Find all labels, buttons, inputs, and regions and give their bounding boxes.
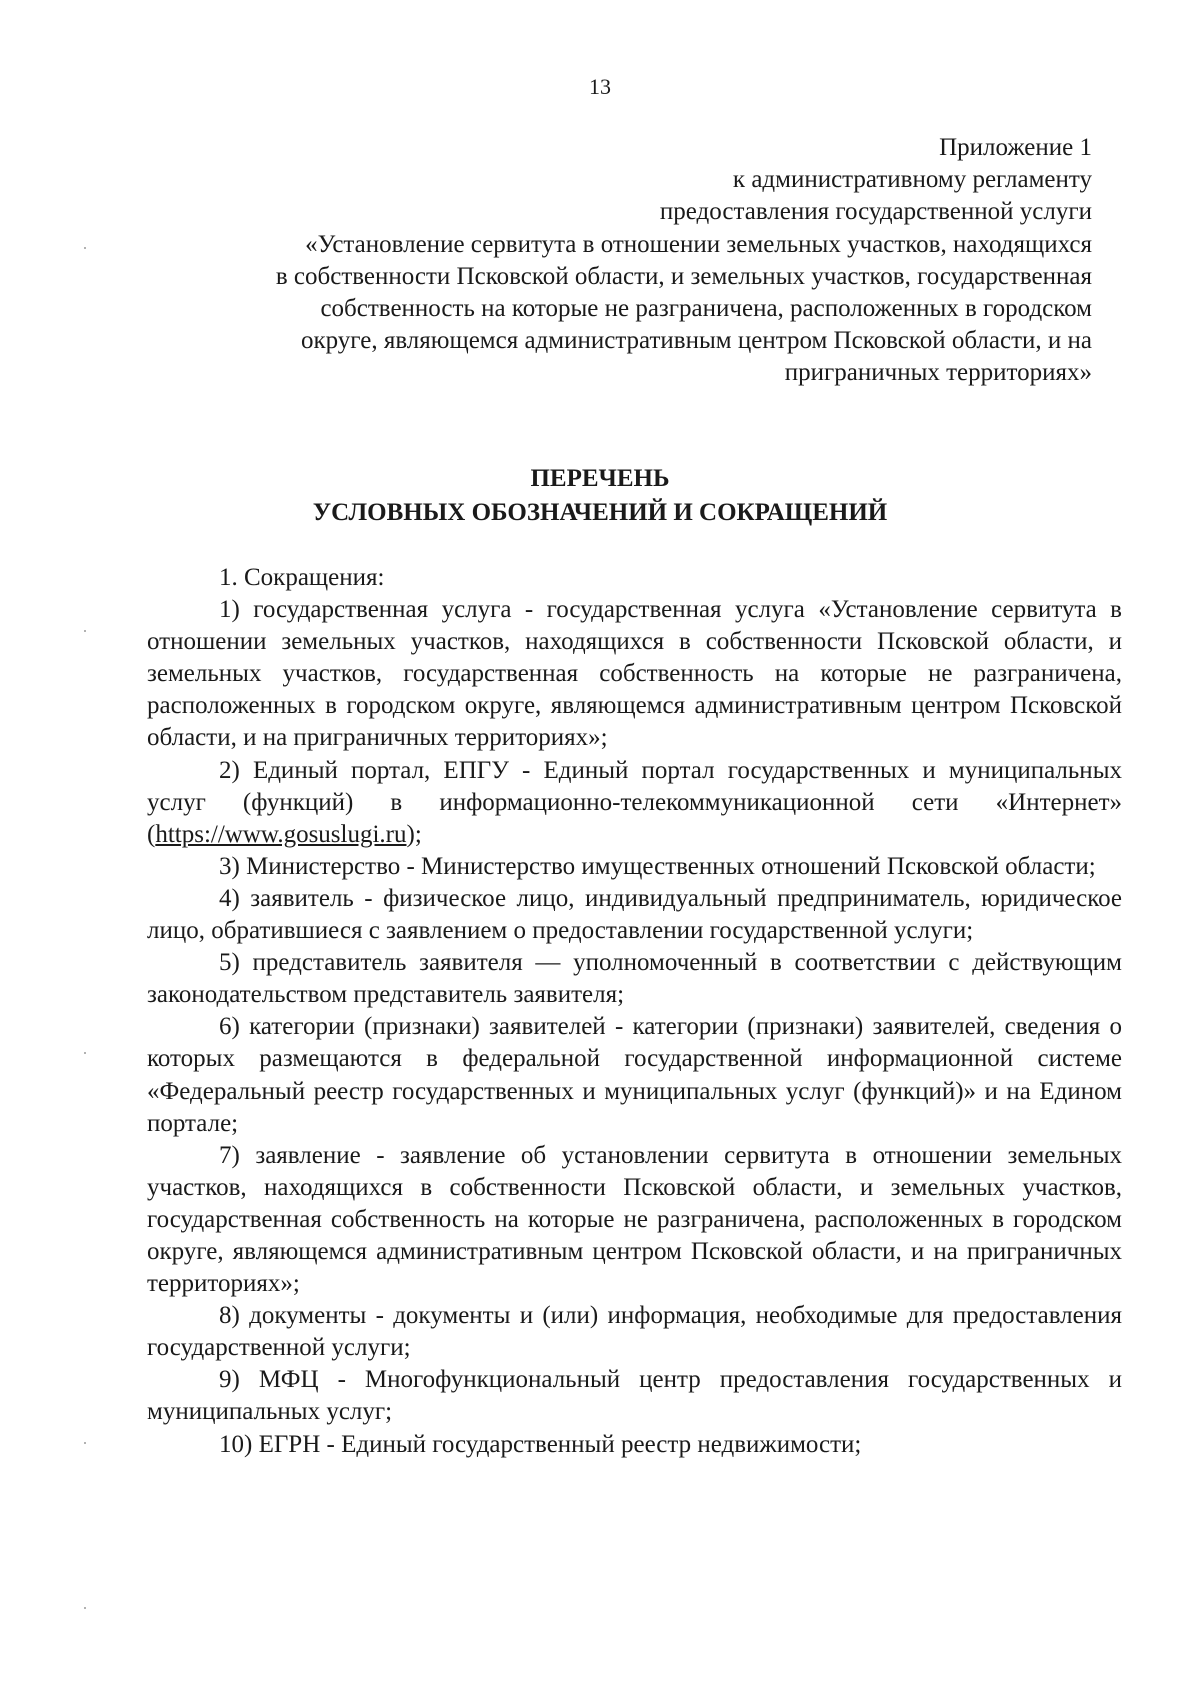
list-item: 3) Министерство - Министерство имущественных отношений Псковской области;: [219, 852, 1096, 880]
appendix-line: Приложение 1: [939, 134, 1092, 161]
list-item: 10) ЕГРН - Единый государственный реестр недвижимости;: [219, 1430, 862, 1458]
list-item: 4) заявитель - физическое лицо, индивидуальный предприниматель, юридическое лицо, обратившиеся с заявлением о предоставлении государственной услуги;: [147, 884, 1122, 945]
title-line-2: УСЛОВНЫХ ОБОЗНАЧЕНИЙ И СОКРАЩЕНИЙ: [312, 499, 888, 526]
appendix-line: собственность на которые не разграничена, расположенных в городском: [320, 295, 1092, 323]
list-item: 7) заявление - заявление об установлении сервитута в отношении земельных участков, находящихся в собственности Псковской области, и земельных участков, государственная собственность на которые не разграничена, расположенных в городском округе, являющемся административным центром Псковской области, и на приграничных территориях»;: [147, 1141, 1122, 1298]
page-number: 13: [589, 74, 611, 99]
list-item: 1) государственная услуга - государственная услуга «Установление сервитута в отношении земельных участков, находящихся в собственности Псковской области, и земельных участков, государственная собственность на которые не разграничена, расположенных в городском округе, являющемся административным центром Псковской области, и на приграничных территориях»;: [147, 596, 1122, 752]
scan-mark: [84, 630, 86, 632]
list-item: 9) МФЦ - Многофункциональный центр предоставления государственных и муниципальных услуг;: [147, 1366, 1122, 1426]
list-item-text: 2) Единый портал, ЕПГУ - Единый портал государственных и муниципальных услуг (функций) в информационно-телекоммуникационной сети «Интернет» (: [147, 756, 1122, 848]
title-line-1: ПЕРЕЧЕНЬ: [530, 465, 670, 492]
list-item: [147, 755, 1122, 851]
list-item: 5) представитель заявителя — уполномоченный в соответствии с действующим законодательством представитель заявителя;: [147, 949, 1122, 1009]
list-item-text: );: [406, 820, 422, 848]
appendix-line: округе, являющемся административным центром Псковской области, и на: [300, 327, 1092, 355]
scan-mark: [84, 1052, 86, 1054]
scan-mark: [84, 1607, 86, 1609]
appendix-line: к административному регламенту: [732, 166, 1092, 194]
scan-mark: [84, 247, 86, 249]
document-title: [0, 462, 1200, 530]
scan-mark: [84, 1442, 86, 1444]
appendix-header: [92, 132, 1092, 390]
appendix-line: предоставления государственной услуги: [659, 198, 1092, 226]
list-item: 6) категории (признаки) заявителей - категории (признаки) заявителей, сведения о которых размещаются в федеральной государственной информационной системе «Федеральный реестр государственных и муниципальных услуг (функций)» и на Едином портале;: [147, 1013, 1122, 1137]
abbreviations-section: [147, 562, 1122, 1461]
gosuslugi-link[interactable]: https://www.gosuslugi.ru: [155, 820, 407, 848]
list-item: 8) документы - документы и (или) информация, необходимые для предоставления государственной услуги;: [147, 1302, 1122, 1362]
section-heading: 1. Сокращения:: [219, 564, 385, 591]
appendix-line: приграничных территориях»: [784, 359, 1092, 387]
appendix-line: «Установление сервитута в отношении земельных участков, находящихся: [305, 230, 1092, 258]
appendix-line: в собственности Псковской области, и земельных участков, государственная: [275, 262, 1092, 290]
